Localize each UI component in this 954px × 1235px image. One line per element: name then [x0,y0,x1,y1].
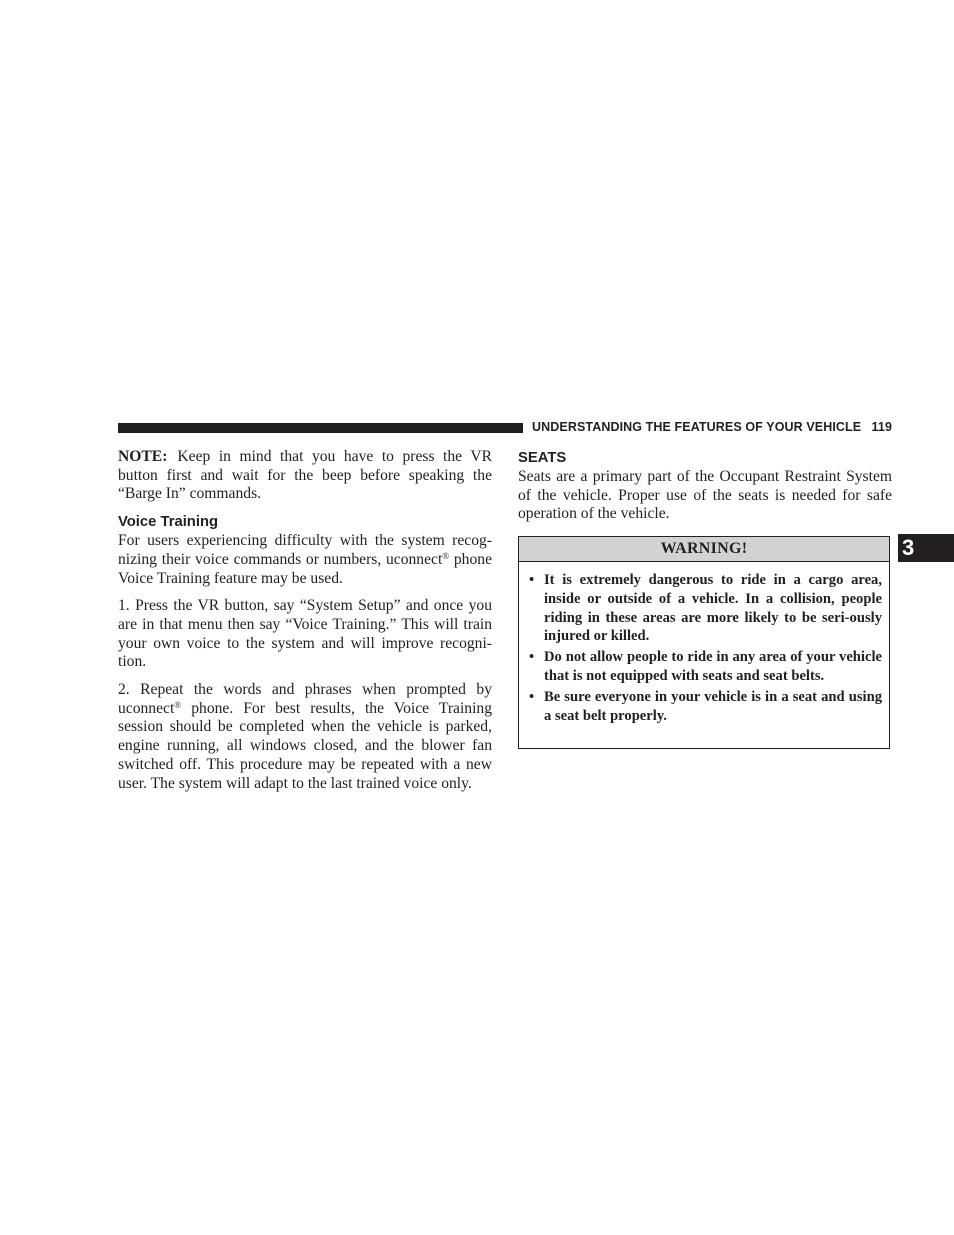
warning-item-text: Do not allow people to ride in any area of your vehicle that is not equipped with seats and seat belts. [544,649,882,684]
step-1: 1. Press the VR button, say “System Setup” and once you are in that menu then say “Voice Training.” This will train your own voice to the system and will improve recogni-tion. [118,597,492,671]
warning-item-text: Be sure everyone in your vehicle is in a seat and using a seat belt properly. [544,688,882,724]
warning-list [519,562,889,725]
registered-mark: ® [442,550,450,561]
voice-training-heading: Voice Training [118,514,219,531]
note-label: NOTE: [118,448,168,465]
warning-box [518,536,890,749]
bullet-icon: • [529,572,535,588]
warning-title: WARNING! [519,537,889,562]
note-paragraph [118,448,492,504]
registered-mark: ® [174,699,182,710]
voice-training-intro [118,532,492,588]
note-text: Keep in mind that you have to press the VR button first and wait for the beep before speaking the “Barge In” commands. [118,448,492,503]
intro-text-a: For users experiencing difficulty with the system recog-nizing their voice commands or numbers, uconnect [118,532,492,568]
warning-item-text: It is extremely dangerous to ride in a cargo area, inside or outside of a vehicle. In a collision, people riding in these areas are more likely to be seri-ously injured or killed. [544,572,882,645]
bullet-icon: • [529,649,535,666]
header-rule [118,423,523,433]
step-2 [118,681,492,793]
step-2-text-b: phone. For best results, the Voice Training session should be completed when the vehicle is parked, engine running, all windows closed, and the blower fan switched off. This procedure may be repeated with a new user. The system will adapt to the last trained voice only. [118,699,492,792]
warning-item [529,688,882,726]
intro-text-b: phone Voice Training feature may be used. [118,550,492,587]
running-head [532,420,892,434]
bullet-icon: • [529,688,535,705]
step-2-text-a: 2. Repeat the words and phrases when prompted by uconnect [118,681,492,717]
seats-paragraph: Seats are a primary part of the Occupant Restraint System of the vehicle. Proper use of the seats is needed for safe operation of the vehicle. [518,468,892,523]
left-column [118,448,492,793]
warning-item [529,571,882,646]
chapter-tab: 3 [898,534,954,562]
page-number: 119 [871,420,892,434]
right-column [518,448,892,524]
seats-heading: SEATS [518,450,567,466]
warning-item [529,648,882,686]
running-head-title: UNDERSTANDING THE FEATURES OF YOUR VEHICLE [532,420,862,434]
